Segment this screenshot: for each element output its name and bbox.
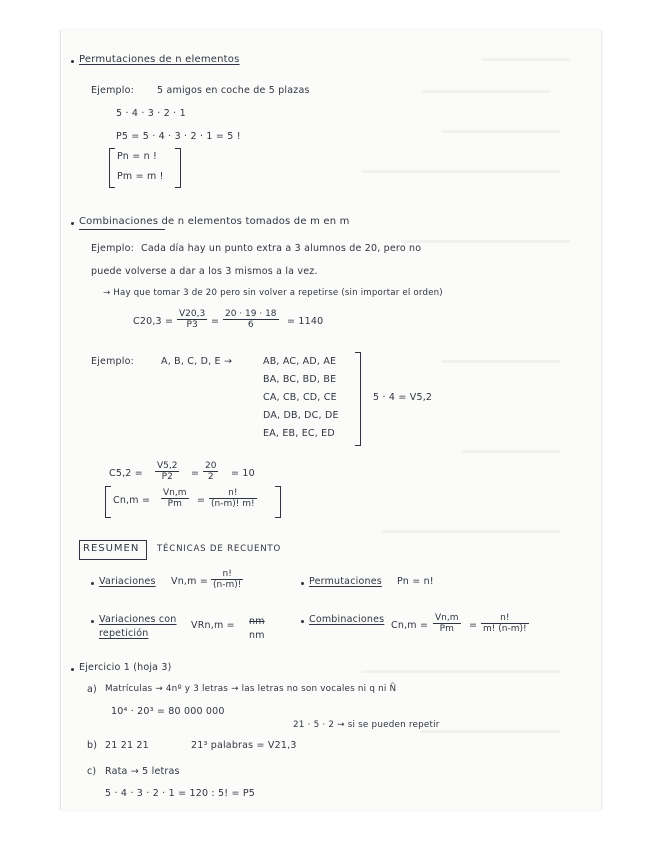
arrow-note: → Hay que tomar 3 de 20 pero sin volver a repetirse (sin importar el orden) [103,288,443,298]
bullet [91,620,94,623]
section-combinations-title: Combinaciones de n elementos tomados de m en m [79,216,350,227]
permutations-label: Permutaciones [309,576,382,587]
fraction-numerator: V5,2 [157,461,178,471]
example-text: puede volverse a dar a los 3 mismos a la vez. [91,266,318,277]
permutations-formula: Pn = n! [397,576,434,587]
bullet [301,620,304,623]
item-label: b) [87,740,98,751]
bullet [71,668,74,671]
example-text: Cada día hay un punto extra a 3 alumnos de 20, pero no [141,243,422,254]
variations-label: Variaciones [99,576,156,587]
example-label: Ejemplo: [91,356,135,367]
pair-row: CA, CB, CD, CE [263,392,337,403]
fraction-numerator: n! [481,613,529,624]
bleed-through [361,170,561,173]
math-equals: = [191,468,200,479]
pairs-bracket [355,352,361,446]
fraction-numerator: 20 · 19 · 18 [225,309,277,319]
summary-subtitle: TÉCNICAS DE RECUENTO [157,544,282,554]
bleed-through [421,730,561,733]
math-lhs: C20,3 = [133,316,174,327]
formula-bracket-right [175,148,181,188]
math-equals: = [197,495,206,506]
math-equals: = [211,316,220,327]
item-text: 21 21 21 [105,740,149,751]
bleed-through [441,360,561,363]
math-lhs: C5,2 = [109,468,143,479]
item-calc: 21³ palabras = V21,3 [191,740,297,751]
formula-bracket-left [109,148,115,188]
math-lhs: VRn,m = [191,620,235,631]
pairs-result: 5 · 4 = V5,2 [373,392,433,403]
summary-title: RESUMEN [83,543,140,554]
fraction-numerator: 20 [205,461,217,471]
fraction-denominator: (n-m)! m! [211,499,255,509]
fraction [155,461,179,482]
fraction [433,613,461,634]
math-lhs: Vn,m = [171,576,208,587]
fraction [161,488,189,509]
fraction-denominator: (n-m)! [213,580,242,590]
fraction-numerator: V20,3 [179,309,206,319]
fraction [481,613,529,634]
bleed-through [381,530,561,533]
example-label: Ejemplo: [91,85,135,96]
bullet [91,582,94,585]
fraction-denominator: m! (n-m)! [483,624,527,634]
fraction-denominator: P3 [186,320,198,330]
bleed-through [421,90,551,93]
crossed-value: nm [249,616,265,627]
pair-row: DA, DB, DC, DE [263,410,339,421]
fraction [209,488,257,509]
math-lhs: Cn,m = [113,495,151,506]
math-result: = 10 [231,468,255,479]
item-label: c) [87,766,97,777]
example-set: A, B, C, D, E → [161,356,233,367]
example-text: 5 amigos en coche de 5 plazas [157,85,310,96]
bullet [301,582,304,585]
fraction [203,461,218,482]
example-label: Ejemplo: [91,243,135,254]
variations-repetition-label: repetición [99,628,149,639]
fraction [223,309,279,330]
formula-bracket-left [105,486,111,518]
math-line: P5 = 5 · 4 · 3 · 2 · 1 = 5 ! [116,131,241,142]
item-note: 21 · 5 · 2 → si se pueden repetir [293,720,440,730]
fraction-numerator: Vn,m [163,488,187,498]
pair-row: EA, EB, EC, ED [263,428,335,439]
variations-repetition-label: Variaciones con [99,614,177,625]
formula-pn: Pn = n ! [117,151,158,162]
bullet [71,60,74,63]
fraction-numerator: Vn,m [435,613,459,623]
title-underline [79,229,165,230]
pair-row: BA, BC, BD, BE [263,374,337,385]
math-value: nm [249,630,265,641]
fraction-numerator: n! [211,569,243,580]
item-calc: 10⁴ · 20³ = 80 000 000 [111,706,225,717]
fraction-denominator: 6 [247,320,254,330]
notebook-page [60,30,602,810]
fraction [177,309,207,330]
exercise-title: Ejercicio 1 (hoja 3) [79,662,172,673]
item-calc: 5 · 4 · 3 · 2 · 1 = 120 : 5! = P5 [105,788,256,799]
section-permutations-title: Permutaciones de n elementos [79,54,240,65]
bleed-through [461,450,561,453]
bullet [71,222,74,225]
bleed-through [361,670,561,673]
item-label: a) [87,684,97,695]
fraction-denominator: P2 [161,472,173,482]
math-result: = 1140 [287,316,324,327]
combinations-label: Combinaciones [309,614,385,625]
pair-row: AB, AC, AD, AE [263,356,337,367]
item-text: Rata → 5 letras [105,766,180,777]
math-lhs: Cn,m = [391,620,429,631]
formula-pm: Pm = m ! [117,171,164,182]
formula-bracket-right [275,486,281,518]
fraction-denominator: 2 [207,472,214,482]
bleed-through [401,240,571,243]
math-equals: = [469,620,478,631]
fraction-denominator: Pm [167,499,182,509]
item-text: Matrículas → 4nº y 3 letras → las letras no son vocales ni q ni Ñ [105,684,397,694]
fraction-numerator: n! [209,488,257,499]
fraction-denominator: Pm [439,624,454,634]
math-line: 5 · 4 · 3 · 2 · 1 [116,108,186,119]
fraction [211,569,243,590]
bleed-through [481,58,571,61]
bleed-through [441,130,561,133]
